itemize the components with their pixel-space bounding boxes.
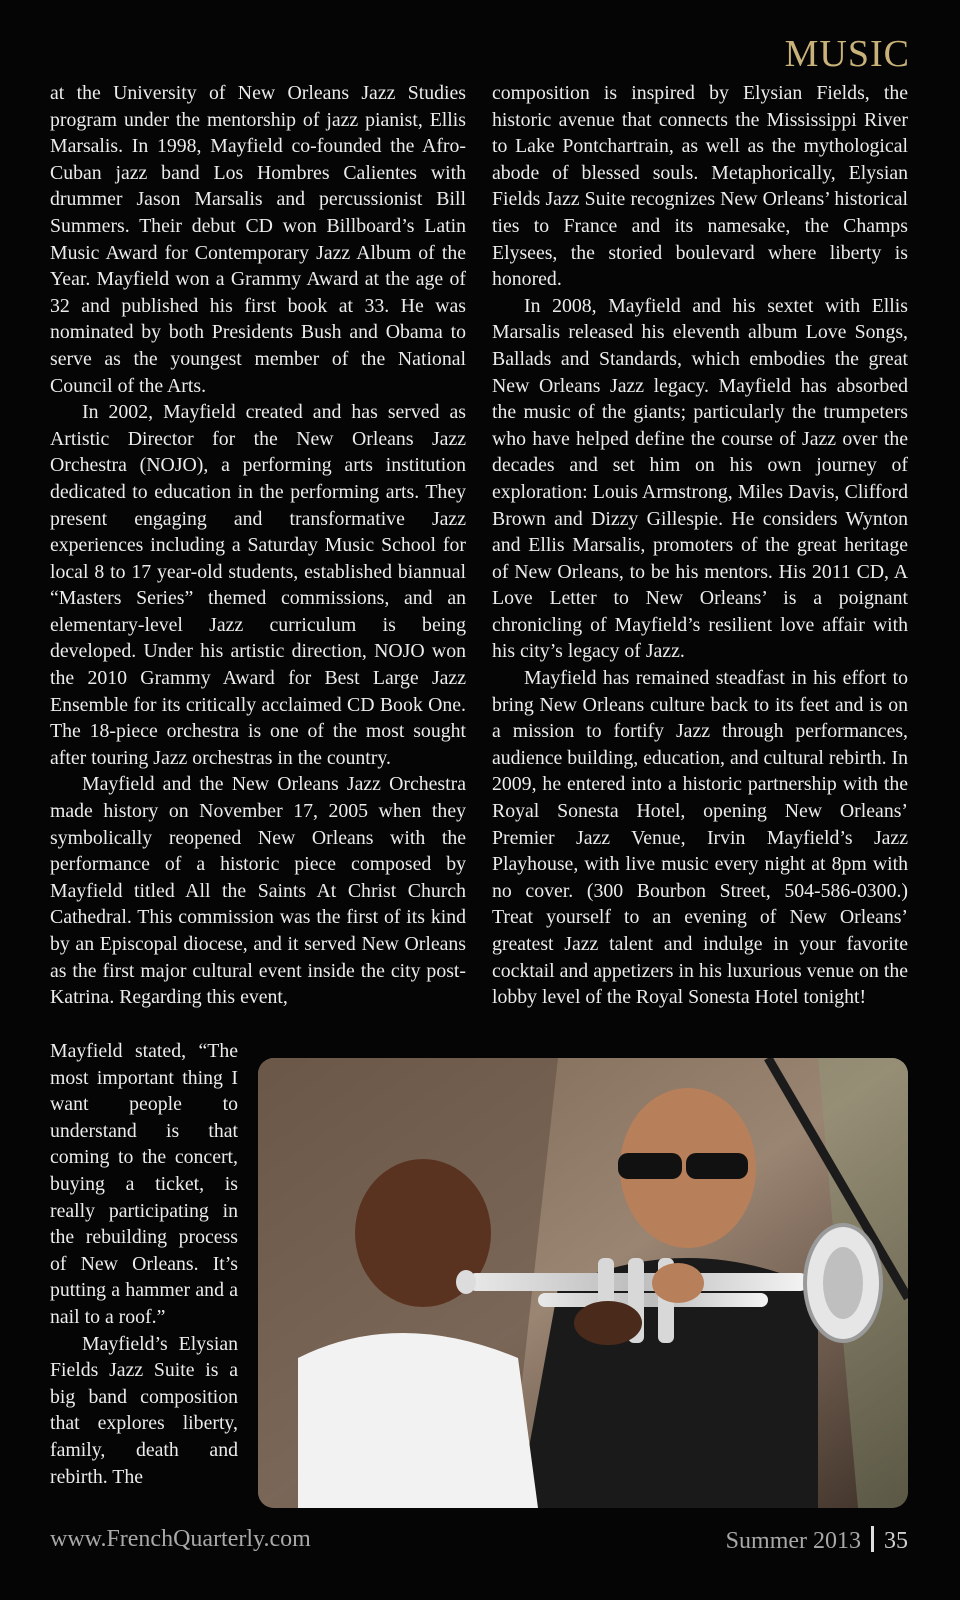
issue-label: Summer 2013 bbox=[725, 1528, 861, 1554]
wrap-column bbox=[50, 1038, 238, 1490]
footer-url[interactable]: www.FrenchQuarterly.com bbox=[50, 1526, 311, 1552]
paragraph: composition is inspired by Elysian Fields, the historic avenue that connects the Mississippi River to Lake Pontchartrain, as well as the mythological abode of blessed souls. Metaphorically, Elysian Fields Jazz Suite recognizes New Orleans’ historical ties to France and its namesake, the Champs Elysees, the storied boulevard where liberty is honored. bbox=[492, 82, 908, 291]
paragraph: In 2008, Mayfield and his sextet with Ellis Marsalis released his eleventh album Love Songs, Ballads and Standards, which embodies the great New Orleans Jazz legacy. Mayfield has absorbed the music of the giants; particularly the trumpeters who have helped define the course of Jazz over the decades and set him on his own journey of exploration: Louis Armstrong, Miles Davis, Clifford Brown and Dizzy Gillespie. He considers Wynton and Ellis Marsalis, promoters of the great heritage of New Orleans, to be his mentors. His 2011 CD, A Love Letter to New Orleans’ is a poignant chronicling of Mayfield’s resilient love affair with his city’s legacy of Jazz. bbox=[492, 294, 908, 663]
page-number: 35 bbox=[884, 1528, 908, 1554]
paragraph: Mayfield has remained steadfast in his effort to bring New Orleans culture back to its feet and is on a mission to fortify Jazz through performances, audience building, education, and cultural rebirth. In 2009, he entered into a historic partnership with the Royal Sonesta Hotel, opening New Orleans’ Premier Jazz Venue, Irvin Mayfield’s Jazz Playhouse, with live music every night at 8pm with no cover. (300 Bourbon Street, 504-586-0300.) Treat yourself to an evening of New Orleans’ greatest Jazz talent and indulge in your favorite cocktail and appetizers in his luxurious venue on the lobby level of the Royal Sonesta Hotel tonight! bbox=[492, 667, 908, 1009]
separator bbox=[871, 1526, 874, 1552]
section-label: MUSIC bbox=[784, 33, 910, 75]
paragraph: at the University of New Orleans Jazz Studies program under the mentorship of jazz pianist, Ellis Marsalis. In 1998, Mayfield co-founded the Afro-Cuban jazz band Los Hombres Calientes with drummer Jason Marsalis and percussionist Bill Summers. Their debut CD won Billboard’s Latin Music Award for Contemporary Jazz Album of the Year. Mayfield won a Grammy Award at the age of 32 and published his first book at 33. He was nominated by both Presidents Bush and Obama to serve as the youngest member of the National Council of the Arts. bbox=[50, 82, 466, 397]
paragraph: Mayfield and the New Orleans Jazz Orchestra made history on November 17, 2005 when they symbolically reopened New Orleans with the performance of a historic piece composed by Mayfield titled All the Saints At Christ Church Cathedral. This commission was the first of its kind by an Episcopal diocese, and it served New Orleans as the first major cultural event inside the city post-Katrina. Regarding this event, bbox=[50, 773, 466, 1009]
paragraph: Mayfield stated, “The most important thing I want people to understand is that coming to the concert, buying a ticket, is really participating in the rebuilding process of New Orleans. It’s putting a hammer and a nail to a roof.” bbox=[50, 1040, 238, 1328]
footer-issue bbox=[726, 1526, 908, 1555]
photo-illustration bbox=[258, 1058, 908, 1508]
right-column bbox=[492, 80, 908, 1011]
photo-trumpet-lesson bbox=[258, 1058, 908, 1508]
paragraph: In 2002, Mayfield created and has served as Artistic Director for the New Orleans Jazz Orchestra (NOJO), a performing arts institution dedicated to education in the performing arts. They present engaging and transformative Jazz experiences including a Saturday Music School for local 8 to 17 year-old students, established biannual “Masters Series” themed commissions, and an elementary-level Jazz curriculum is being developed. Under his artistic direction, NOJO won the 2010 Grammy Award for Best Large Jazz Ensemble for its critically acclaimed CD Book One. The 18-piece orchestra is one of the most sought after touring Jazz orchestras in the country. bbox=[50, 401, 466, 769]
left-column bbox=[50, 80, 466, 1011]
paragraph: Mayfield’s Elysian Fields Jazz Suite is a big band composition that explores liberty, family, death and rebirth. The bbox=[50, 1332, 238, 1488]
